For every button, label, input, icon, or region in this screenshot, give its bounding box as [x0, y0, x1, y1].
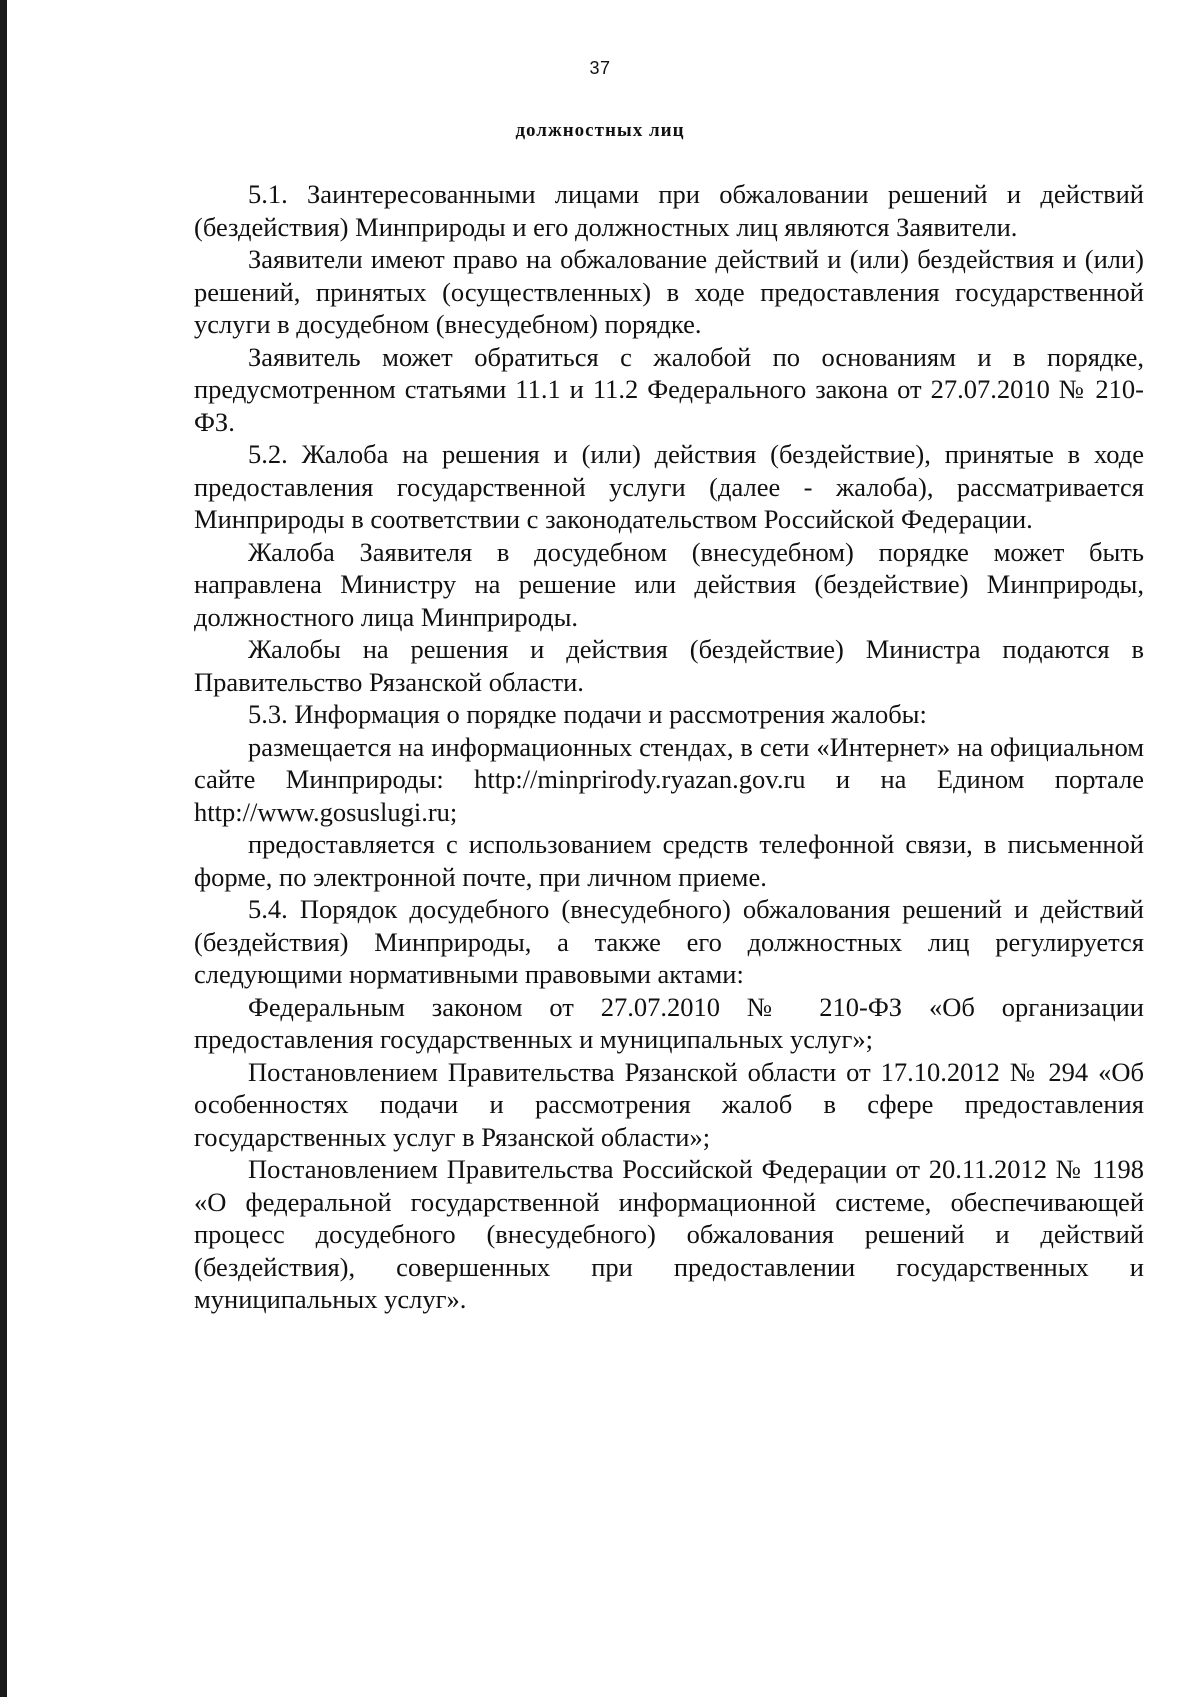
paragraph-5-4: 5.4. Порядок досудебного (внесудебного) обжалования решений и действий (бездействия) Минприроды, а также его должностных лиц регулируется следующими нормативными правовыми актами:	[194, 894, 1144, 989]
paragraph-info-provided: предоставляется с использованием средств телефонной связи, в письменной форме, по электронной почте, при личном приеме.	[194, 829, 1144, 892]
paragraph-5-3: 5.3. Информация о порядке подачи и рассмотрения жалобы:	[248, 699, 927, 729]
scan-edge-border	[0, 0, 7, 1697]
paragraph-ryazan-resolution: Постановлением Правительства Рязанской области от 17.10.2012 № 294 «Об особенностях подачи и рассмотрения жалоб в сфере предоставления государственных услуг в Рязанской области»;	[194, 1056, 1144, 1152]
document-body	[194, 178, 1144, 1316]
paragraph-complaint-to-minister: Жалоба Заявителя в досудебном (внесудебном) порядке может быть направлена Министру на решение или действия (бездействие) Минприроды, должностного лица Минприроды.	[194, 536, 1144, 632]
paragraph-rf-resolution: Постановлением Правительства Российской Федерации от 20.11.2012 № 1198 «О федеральной государственной информационной системе, обеспечивающей процесс досудебного (внесудебного) обжалования решений и действий (бездействия), совершенных при предоставлении государственных и муниципальных услуг».	[194, 1154, 1144, 1314]
paragraph-complaint-to-government: Жалобы на решения и действия (бездействие) Министра подаются в Правительство Рязанской области.	[194, 634, 1144, 697]
paragraph-5-2: 5.2. Жалоба на решения и (или) действия (бездействие), принятые в ходе предоставления государственной услуги (далее - жалоба), рассматривается Минприроды в соответствии с законодательством Российской Федерации.	[194, 439, 1144, 534]
paragraph-federal-law: Федеральным законом от 27.07.2010 № 210-ФЗ «Об организации предоставления государственных и муниципальных услуг»;	[194, 991, 1144, 1054]
paragraph-complaint-grounds: Заявитель может обратиться с жалобой по основаниям и в порядке, предусмотренном статьями 11.1 и 11.2 Федерального закона от 27.07.2010 № 210-ФЗ.	[194, 341, 1144, 437]
section-title: должностных лиц	[515, 120, 685, 141]
paragraph-5-1: 5.1. Заинтересованными лицами при обжаловании решений и действий (бездействия) Минприроды и его должностных лиц являются Заявители.	[194, 179, 1144, 242]
paragraph-info-posted: размещается на информационных стендах, в сети «Интернет» на официальном сайте Минприроды: http://minprirody.ryazan.gov.ru и на Едином портале http://www.gosuslugi.ru;	[194, 731, 1144, 827]
paragraph-applicants-rights: Заявители имеют право на обжалование действий и (или) бездействия и (или) решений, принятых (осуществленных) в ходе предоставления государственной услуги в досудебном (внесудебном) порядке.	[194, 244, 1144, 339]
page-number: 37	[589, 58, 611, 78]
